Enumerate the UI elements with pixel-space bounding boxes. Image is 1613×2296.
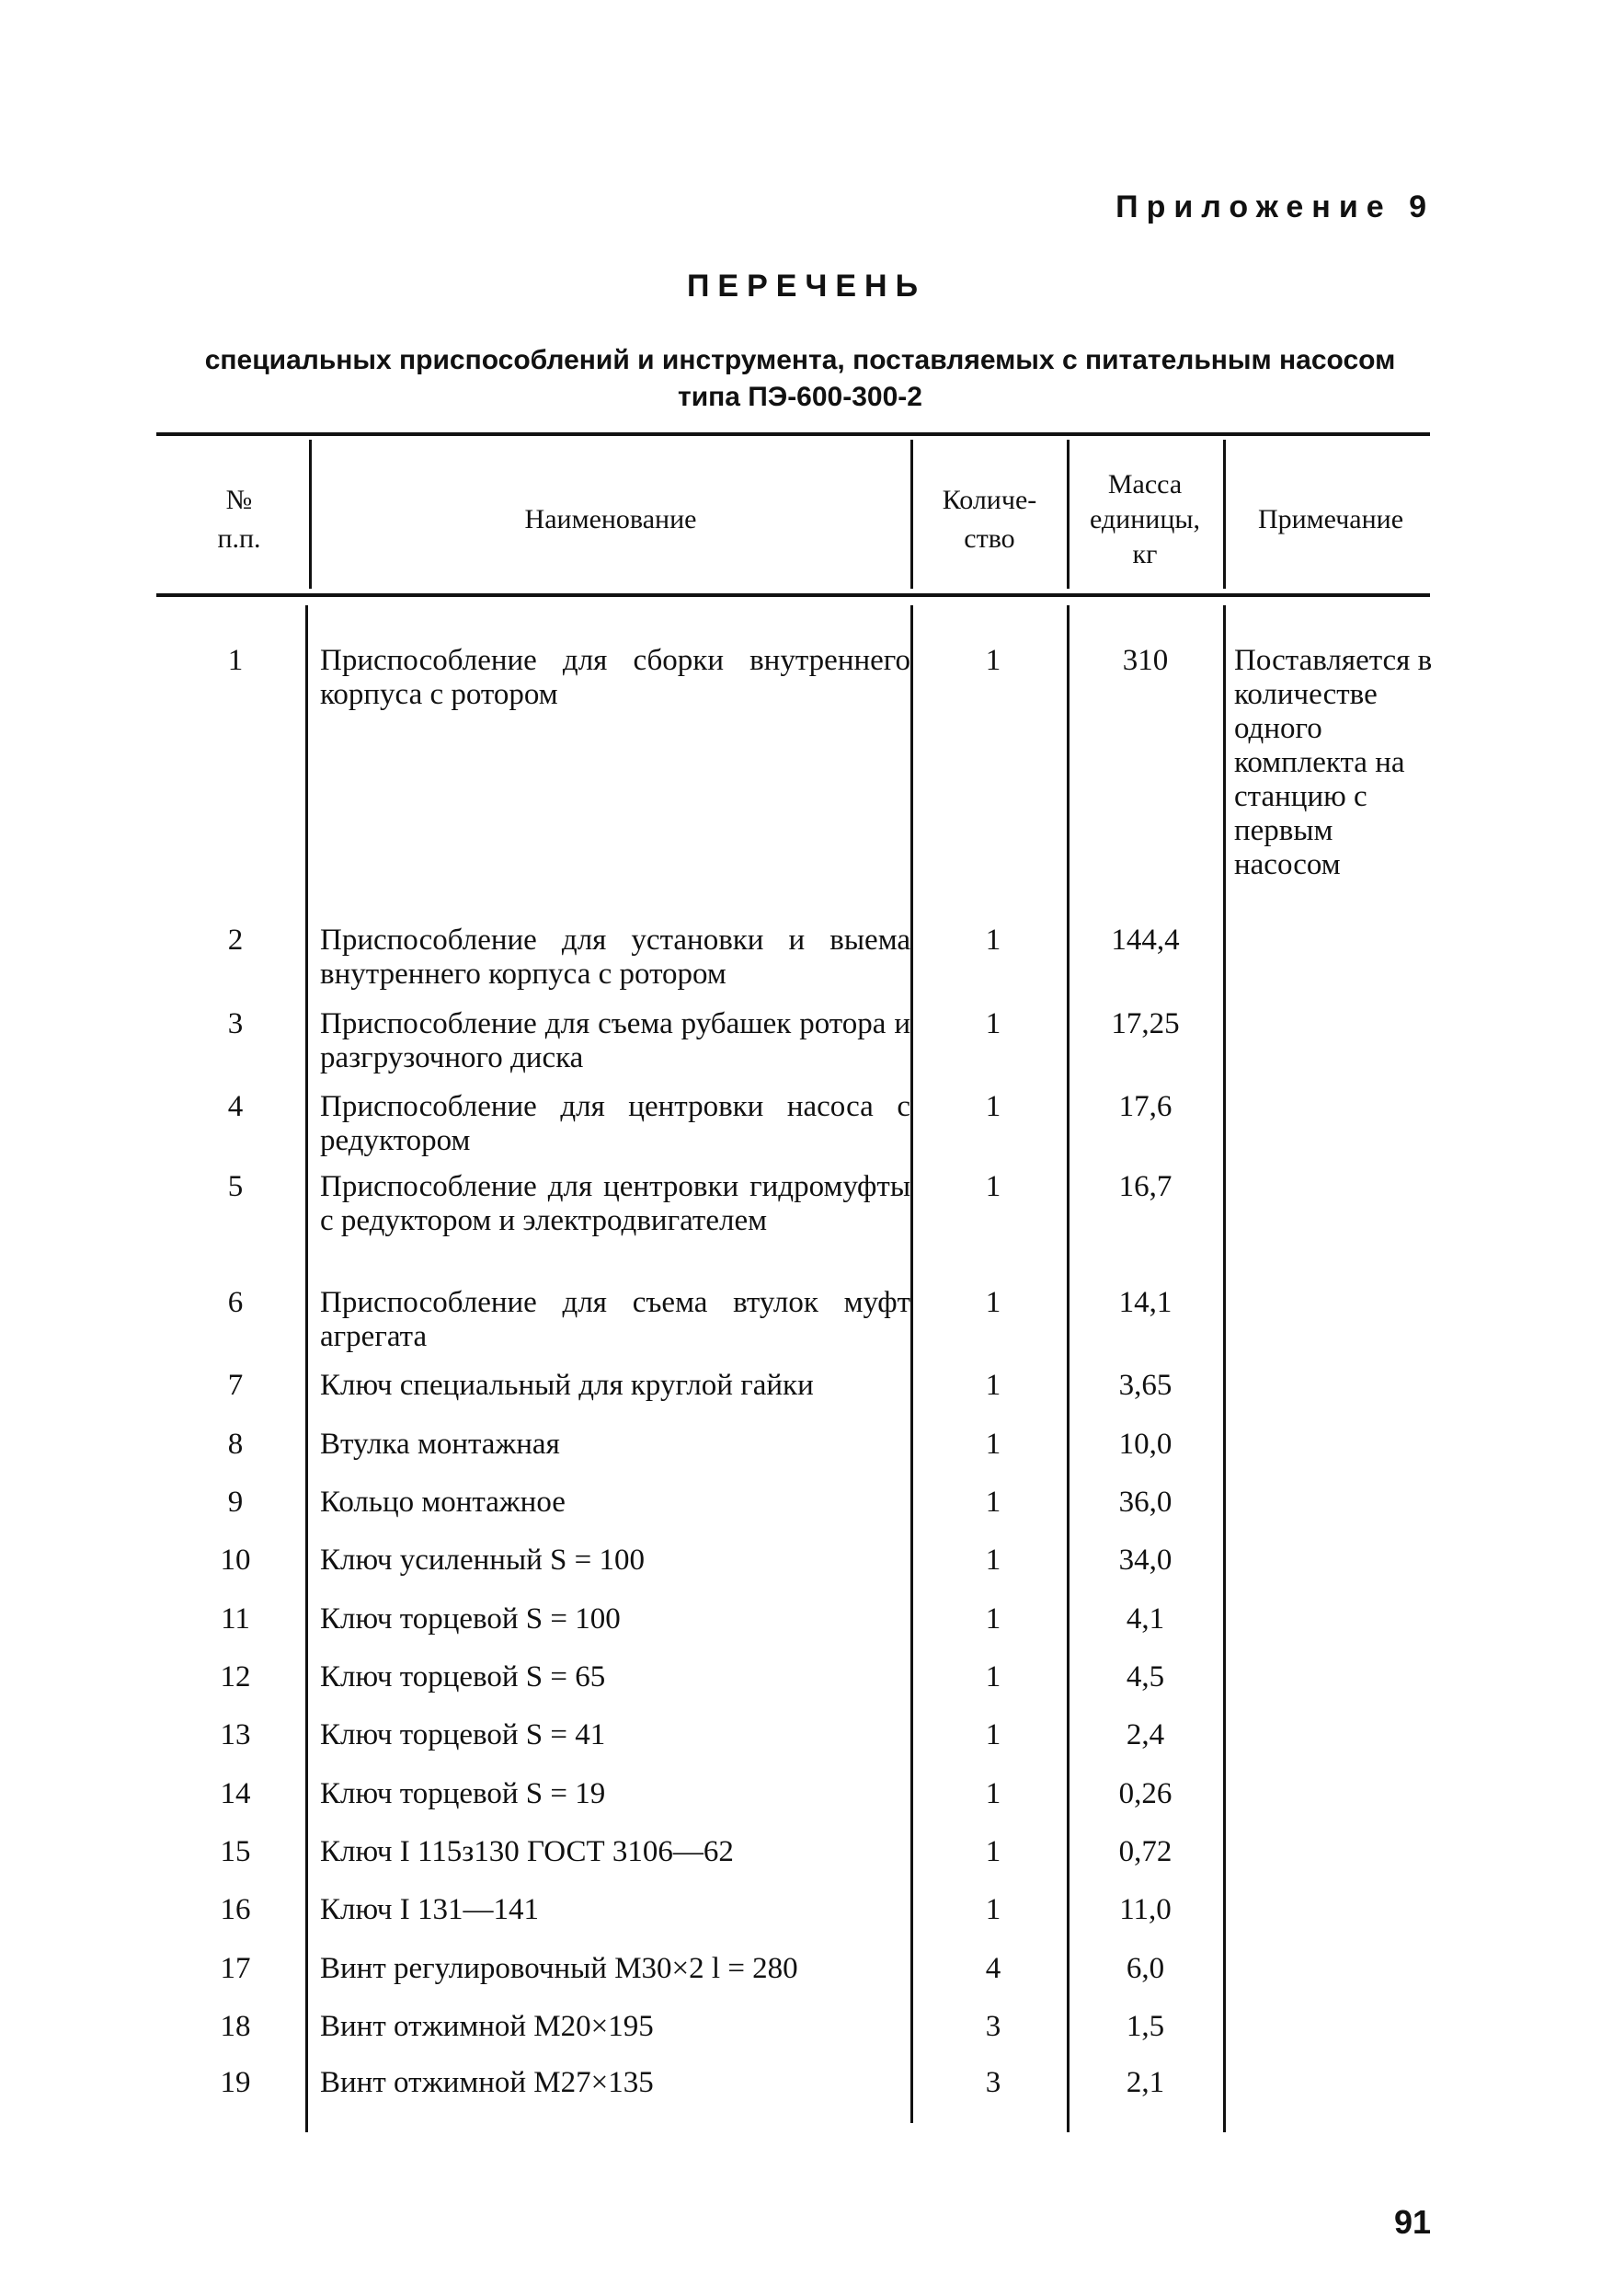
row-num: 18: [220, 2010, 251, 2043]
row-qty: 1: [985, 1428, 1001, 1461]
row-mass: 1,5: [1126, 2010, 1165, 2043]
row-mass: 2,1: [1126, 2066, 1165, 2099]
page-number: 91: [1393, 2203, 1431, 2241]
row-num: 12: [220, 1660, 251, 1693]
row-qty: 1: [985, 1544, 1001, 1577]
row-name: Винт отжимной М27×135: [320, 2066, 654, 2099]
row-num: 2: [227, 924, 244, 957]
row-qty: 1: [985, 1718, 1001, 1751]
row-mass: 10,0: [1118, 1428, 1173, 1461]
row-mass: 16,7: [1118, 1170, 1173, 1203]
row-mass: 34,0: [1118, 1544, 1173, 1577]
document-subtitle: специальных приспособлений и инструмента, поставляемых с питательным насосом типа ПЭ-600-300-2: [204, 345, 1396, 412]
row-name: Ключ торцевой S = 41: [320, 1718, 606, 1751]
row-num: 7: [227, 1369, 244, 1402]
row-mass: 17,6: [1118, 1090, 1173, 1123]
row-name: Ключ специальный для круглой гайки: [320, 1369, 814, 1402]
row-qty: 3: [985, 2066, 1001, 2099]
row-qty: 1: [985, 1893, 1001, 1926]
row-qty: 1: [985, 1090, 1001, 1123]
row-num: 8: [227, 1428, 244, 1461]
row-qty: 3: [985, 2010, 1001, 2043]
row-num: 4: [227, 1090, 244, 1123]
row-num: 1: [227, 644, 244, 677]
row-qty: 1: [985, 1777, 1001, 1810]
row-qty: 1: [985, 1486, 1001, 1519]
row-name: Винт регулировочный М30×2 l = 280: [320, 1952, 798, 1985]
header-mass: Масса единицы, кг: [1089, 469, 1201, 569]
row-name: Винт отжимной М20×195: [320, 2010, 654, 2043]
row-note: Поставляется в количестве одного комплекта на станцию с первым насосом: [1234, 644, 1433, 881]
row-qty: 1: [985, 1660, 1001, 1693]
row-mass: 11,0: [1119, 1893, 1172, 1926]
row-num: 9: [227, 1486, 244, 1519]
row-qty: 1: [985, 644, 1001, 677]
row-mass: 14,1: [1118, 1286, 1173, 1319]
row-num: 5: [227, 1170, 244, 1203]
row-mass: 0,26: [1118, 1777, 1173, 1810]
row-qty: 1: [985, 1286, 1001, 1319]
row-qty: 1: [985, 924, 1001, 957]
header-num: № п.п.: [217, 485, 261, 554]
row-name: Приспособление для центровки гидромуфты с редуктором и электродвигателем: [320, 1170, 910, 1237]
row-num: 6: [227, 1286, 244, 1319]
row-name: Приспособление для съема рубашек ротора и разгрузочного диска: [320, 1007, 910, 1074]
row-name: Ключ торцевой S = 65: [320, 1660, 606, 1693]
document-title: ПЕРЕЧЕНЬ: [686, 269, 927, 304]
row-mass: 144,4: [1111, 924, 1180, 957]
row-mass: 17,25: [1111, 1007, 1180, 1040]
row-name: Приспособление для установки и выема внутреннего корпуса с ротором: [320, 924, 910, 991]
row-qty: 1: [985, 1369, 1001, 1402]
row-qty: 1: [985, 1602, 1001, 1636]
row-mass: 3,65: [1118, 1369, 1173, 1402]
row-num: 15: [220, 1835, 251, 1868]
header-name: Наименование: [524, 504, 697, 534]
row-num: 16: [220, 1893, 251, 1926]
row-name: Ключ усиленный S = 100: [320, 1544, 646, 1577]
row-qty: 1: [985, 1007, 1001, 1040]
row-mass: 0,72: [1118, 1835, 1173, 1868]
row-num: 11: [221, 1602, 250, 1636]
header-note: Примечание: [1257, 504, 1404, 534]
row-name: Ключ торцевой S = 100: [320, 1602, 621, 1636]
row-name: Ключ торцевой S = 19: [320, 1777, 606, 1810]
row-num: 14: [220, 1777, 251, 1810]
row-mass: 36,0: [1118, 1486, 1173, 1519]
row-num: 17: [220, 1952, 251, 1985]
row-name: Приспособление для съема втулок муфт агрегата: [320, 1286, 910, 1353]
row-name: Ключ I 131—141: [320, 1893, 539, 1926]
row-name: Кольцо монтажное: [320, 1486, 566, 1519]
row-mass: 4,1: [1126, 1602, 1165, 1636]
appendix-label: Приложение 9: [1115, 189, 1435, 224]
row-qty: 1: [985, 1170, 1001, 1203]
row-num: 19: [220, 2066, 251, 2099]
row-num: 3: [227, 1007, 244, 1040]
row-mass: 2,4: [1126, 1718, 1165, 1751]
header-qty: Количе- ство: [942, 485, 1037, 554]
row-name: Ключ I 115з130 ГОСТ 3106—62: [320, 1835, 734, 1868]
row-mass: 310: [1122, 644, 1169, 677]
row-name: Приспособление для центровки насоса с редуктором: [320, 1090, 910, 1157]
row-mass: 6,0: [1126, 1952, 1165, 1985]
row-mass: 4,5: [1126, 1660, 1165, 1693]
row-num: 10: [220, 1544, 251, 1577]
row-num: 13: [220, 1718, 251, 1751]
row-name: Приспособление для сборки внутреннего корпуса с ротором: [320, 644, 910, 711]
row-name: Втулка монтажная: [320, 1428, 560, 1461]
row-qty: 4: [985, 1952, 1001, 1985]
row-qty: 1: [985, 1835, 1001, 1868]
